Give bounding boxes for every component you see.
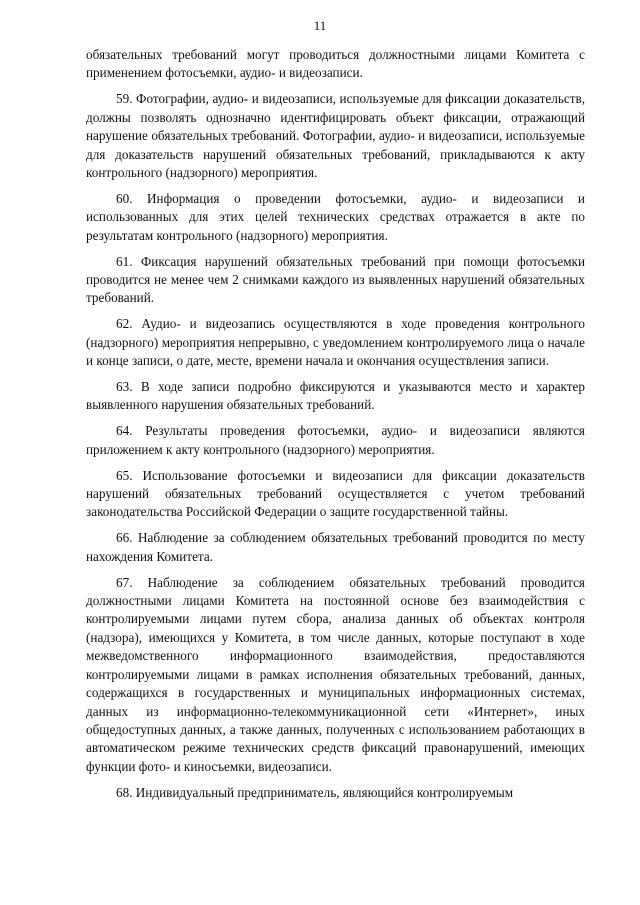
paragraph-65: 65. Использование фотосъемки и видеозаписи для фиксации доказательств нарушений обязательных требований осуществляется с учетом требований законодательства Российской Федерации о защите государственной тайны. [86,467,585,520]
paragraph-continuation: обязательных требований могут проводиться должностными лицами Комитета с применением фотосъемки, аудио- и видеозаписи. [86,47,585,81]
document-body [86,46,585,810]
paragraph-66: 66. Наблюдение за соблюдением обязательных требований проводится по месту нахождения Комитета. [86,530,585,564]
paragraph-59: 59. Фотографии, аудио- и видеозаписи, используемые для фиксации доказательств, должны позволять однозначно идентифицировать объект фиксации, отражающий нарушение обязательных требований. Фотографии, аудио- и видеозаписи, используемые для доказательств нарушений обязательных требований, прикладываются к акту контрольного (надзорного) мероприятия. [86,91,585,180]
paragraph-68: 68. Индивидуальный предприниматель, являющийся контролируемым [116,784,514,800]
paragraph-62: 62. Аудио- и видеозапись осуществляются в ходе проведения контрольного (надзорного) мероприятия непрерывно, с уведомлением контролируемого лица о начале и конце записи, о дате, месте, времени начала и окончания осуществления записи. [86,316,585,369]
paragraph-64: 64. Результаты проведения фотосъемки, аудио- и видеозаписи являются приложением к акту контрольного (надзорного) мероприятия. [86,423,585,457]
paragraph-60: 60. Информация о проведении фотосъемки, аудио- и видеозаписи и использованных для этих целей технических средствах отражается в акте по результатам контрольного (надзорного) мероприятия. [86,190,585,243]
paragraph-61: 61. Фиксация нарушений обязательных требований при помощи фотосъемки проводится не менее чем 2 снимками каждого из выявленных нарушений обязательных требований. [86,253,585,306]
paragraph-63: 63. В ходе записи подробно фиксируются и указываются место и характер выявленного нарушения обязательных требований. [86,379,585,413]
paragraph-67: 67. Наблюдение за соблюдением обязательных требований проводится должностными лицами Комитета на постоянной основе без взаимодействия с контролируемыми лицами путем сбора, анализа данных об объектах контроля (надзора), имеющихся у Комитета, в том числе данных, которые поступают в ходе межведомственного информационного взаимодействия, предоставляются контролируемыми лицами в рамках исполнения обязательных требований, данных, содержащихся в государственных и муниципальных информационных системах, данных из информационно-телекоммуникационной сети «Интернет», иных общедоступных данных, а также данных, полученных с использованием работающих в автоматическом режиме технических средств фиксаций правонарушений, имеющих функции фото- и киносъемки, видеозаписи. [86,574,585,774]
page-number: 11 [313,18,327,33]
